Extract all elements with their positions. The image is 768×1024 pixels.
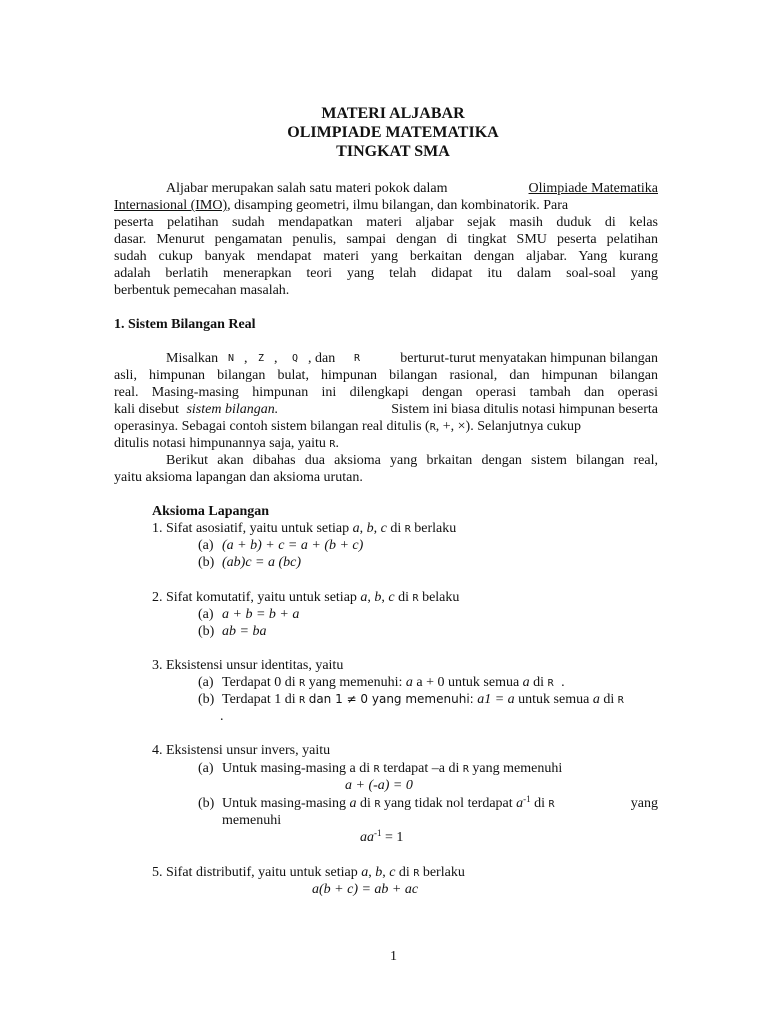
axiom-4-statement: 4. Eksistensi unsur invers, yaitu	[152, 743, 331, 758]
axiom-4a-text: Untuk masing-masing a di R terdapat –a di R yang memenuhi	[222, 761, 563, 776]
section-1-line: operasinya. Sebagai contoh sistem bilangan real ditulis (R, +, ×). Selanjutnya cukup	[114, 419, 581, 434]
section-1-line: real. Masing-masing himpunan ini dilengkapi dengan operasi tambah dan operasi	[114, 385, 658, 400]
axiom-item-label: (a)	[198, 675, 214, 690]
set-symbol-z: Z	[258, 353, 265, 364]
set-symbol-r: R	[299, 678, 306, 689]
document-title-line-3: TINGKAT SMA	[336, 143, 450, 160]
intro-line: sudah cukup banyak mendapat materi yang berkaitan dengan aljabar. Yang kurang	[114, 249, 658, 264]
document-page: MATERI ALJABAR OLIMPIADE MATEMATIKA TINGKAT SMA Aljabar merupakan salah satu materi pokok dalam Olimpiade Matematika Internasional (IMO), disamping geometri, ilmu bilangan, dan kombinatorik. Para peserta pelatihan sudah mendapatkan materi aljabar sejak masih duduk di kelas dasar. Menurut pengamatan penulis, sampai dengan di tingkat SMU peserta pelatihan sudah cukup banyak mendapat materi yang berkaitan dengan aljabar. Yang kurang adalah berlatih menerapkan teori yang telah didapat itu dalam soal-soal yang berbentuk pemecahan masalah. 1. Sistem Bilangan Real Misalkan N , Z , Q , dan R berturut-turut menyatakan himpunan bilangan asli, himpunan bilangan bulat, himpunan bilangan rasional, dan himpunan bilangan real. Masing-masing himpunan ini dilengkapi dengan operasi tambah dan operasi kali disebut sistem bilangan. Sistem ini biasa ditulis notasi himpunan beserta operasinya. Sebagai contoh sistem bilangan real ditulis (R, +, ×). Selanjutnya cukup ditulis notasi himpunannya saja, yaitu R. Berikut akan dibahas dua aksioma yang brkaitan dengan sistem bilangan real, yaitu aksioma lapangan dan aksioma urutan. Aksioma Lapangan 1. Sifat asosiatif, yaitu untuk setiap a, b, c di R berlaku (a) (a + b) + c = a + (b + c) (b) (ab)c = a (bc) 2. Sifat komutatif, yaitu untuk setiap a, b, c di R belaku (a) a + b = b + a (b) ab = ba 3. Eksistensi unsur identitas, yaitu (a) Terdapat 0 di R yang memenuhi: a a + 0 untuk semua a di R . (b) Terdapat 1 di R dan 1 ≠ 0 yang memenuhi: a1 = a untuk semua a di R . 4. Eksistensi unsur invers, yaitu (a) Untuk masing-masing a di R terdapat –a di R yang memenuhi a + (-a) = 0 (b) Untuk masing-masing a di R yang tidak nol terdapat $a^{-1}$ di R yang memenuhi $aa^{-1} = 1$ 5. Sifat distributif, yaitu untuk setiap a, b, c di R berlaku a(b + c) = ab + ac 1	[0, 0, 768, 1024]
axiom-formula: a(b + c) = ab + ac	[312, 882, 419, 897]
set-symbol-r: R	[374, 799, 381, 810]
axiom-item-label: (a)	[198, 607, 214, 622]
set-symbol-r: R	[462, 764, 469, 775]
set-symbol-r: R	[373, 764, 380, 775]
axiom-formula: (ab)c = a (bc)	[222, 555, 302, 570]
set-symbol-r: R	[413, 868, 420, 879]
axiom-formula: a + b = b + a	[222, 607, 300, 622]
set-symbol-r: R	[547, 678, 554, 689]
axiom-1-statement: 1. Sifat asosiatif, yaitu untuk setiap a, b, c di R berlaku	[152, 521, 457, 536]
axiom-4b-text: Untuk masing-masing a di R yang tidak nol terdapat $a^{-1}$ di R yang	[222, 794, 658, 811]
intro-line: Internasional (IMO), disamping geometri, ilmu bilangan, dan kombinatorik. Para	[114, 198, 569, 213]
axiom-2-statement: 2. Sifat komutatif, yaitu untuk setiap a, b, c di R belaku	[152, 590, 460, 605]
section-1-line: ditulis notasi himpunannya saja, yaitu R.	[114, 436, 339, 451]
set-symbol-r: R	[329, 439, 336, 450]
intro-line: dasar. Menurut pengamatan penulis, sampai dengan di tingkat SMU peserta pelatihan	[114, 232, 658, 247]
axiom-item-label: (b)	[198, 555, 215, 570]
set-symbol-r: R	[548, 799, 555, 810]
set-symbol-r: R	[354, 353, 361, 364]
document-title-line-1: MATERI ALJABAR	[321, 105, 465, 122]
section-1-line: asli, himpunan bilangan bulat, himpunan bilangan rasional, dan himpunan bilangan	[114, 368, 658, 383]
set-symbol-r: R	[299, 695, 306, 706]
set-symbol-r: R	[617, 695, 624, 706]
axiom-3b-text: Terdapat 1 di R dan 1 ≠ 0 yang memenuhi: a1 = a untuk semua a di R	[222, 692, 624, 707]
axiom-item-label: (a)	[198, 538, 214, 553]
axiom-3b-period: .	[220, 709, 224, 724]
axiom-formula: (a + b) + c = a + (b + c)	[222, 538, 364, 553]
axiom-item-label: (a)	[198, 761, 214, 776]
axiom-item-label: (b)	[198, 624, 215, 639]
axiom-formula: a + (-a) = 0	[345, 778, 413, 793]
set-symbol-r: R	[404, 524, 411, 535]
section-1-line: kali disebut sistem bilangan. Sistem ini biasa ditulis notasi himpunan beserta	[114, 402, 658, 417]
axiom-item-label: (b)	[198, 692, 215, 707]
section-1-line: yaitu aksioma lapangan dan aksioma urutan.	[114, 470, 363, 485]
axiom-4b-text-cont: memenuhi	[222, 813, 282, 828]
axiom-formula: ab = ba	[222, 624, 267, 639]
section-1-line: Berikut akan dibahas dua aksioma yang brkaitan dengan sistem bilangan real,	[166, 453, 658, 468]
intro-line: berbentuk pemecahan masalah.	[114, 283, 290, 298]
axiom-5-statement: 5. Sifat distributif, yaitu untuk setiap a, b, c di R berlaku	[152, 865, 465, 880]
imo-link-continued[interactable]: Internasional (IMO)	[114, 198, 228, 213]
imo-link[interactable]: Olimpiade Matematika	[528, 181, 658, 196]
set-symbol-r: R	[412, 593, 419, 604]
axioms-heading: Aksioma Lapangan	[152, 504, 270, 519]
set-symbol-r: R	[429, 422, 436, 433]
axiom-item-label: (b)	[198, 796, 215, 811]
intro-line: Aljabar merupakan salah satu materi pokok dalam Olimpiade Matematika	[166, 181, 658, 196]
intro-line: peserta pelatihan sudah mendapatkan materi aljabar sejak masih duduk di kelas	[114, 215, 658, 230]
axiom-formula: $aa^{-1} = 1$	[360, 828, 404, 845]
page-number: 1	[390, 949, 397, 964]
document-title-line-2: OLIMPIADE MATEMATIKA	[287, 124, 499, 141]
axiom-3-statement: 3. Eksistensi unsur identitas, yaitu	[152, 658, 344, 673]
set-symbol-q: Q	[292, 353, 299, 364]
section-heading: 1. Sistem Bilangan Real	[114, 317, 256, 332]
set-symbol-n: N	[228, 353, 235, 364]
intro-line: adalah berlatih menerapkan teori yang telah didapat itu dalam soal-soal yang	[114, 266, 658, 281]
axiom-3a-text: Terdapat 0 di R yang memenuhi: a a + 0 untuk semua a di R .	[222, 675, 565, 690]
